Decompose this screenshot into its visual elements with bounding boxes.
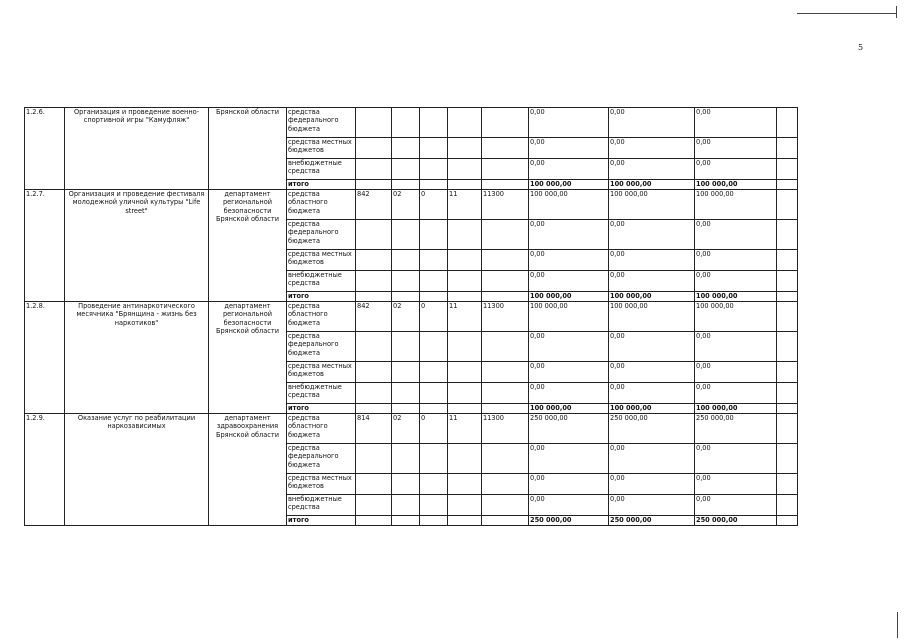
budget-table	[24, 107, 798, 526]
code-rz	[392, 159, 420, 180]
event-name: Организация и проведение фестиваля молодежной уличной культуры "Life street"	[65, 190, 209, 302]
funding-source: внебюджетные средства	[287, 159, 356, 180]
empty-cell	[777, 332, 798, 362]
code-vr	[482, 108, 529, 138]
amount-year-1: 100 000,00	[529, 190, 609, 220]
amount-year-1: 0,00	[529, 495, 609, 516]
code-cs: 11	[448, 190, 482, 220]
empty-cell	[777, 190, 798, 220]
code-pr: 0	[420, 414, 448, 444]
amount-year-1: 0,00	[529, 444, 609, 474]
amount-year-3: 100 000,00	[695, 292, 777, 302]
amount-year-3: 0,00	[695, 271, 777, 292]
code-pr	[420, 383, 448, 404]
empty-cell	[777, 302, 798, 332]
code-rz	[392, 271, 420, 292]
empty-cell	[777, 362, 798, 383]
empty-cell	[777, 271, 798, 292]
page-number: 5	[858, 43, 864, 52]
amount-year-2: 0,00	[609, 474, 695, 495]
amount-year-2: 0,00	[609, 108, 695, 138]
executor: департамент региональной безопасности Брянской области	[209, 302, 287, 414]
funding-source: средства местных бюджетов	[287, 250, 356, 271]
code-cs	[448, 444, 482, 474]
code-rz: 02	[392, 190, 420, 220]
amount-year-3: 250 000,00	[695, 516, 777, 526]
amount-year-3: 0,00	[695, 383, 777, 404]
code-cs	[448, 332, 482, 362]
code-rz	[392, 180, 420, 190]
funding-source: внебюджетные средства	[287, 495, 356, 516]
code-pr: 0	[420, 302, 448, 332]
funding-source: средства областного бюджета	[287, 190, 356, 220]
code-pr	[420, 138, 448, 159]
empty-cell	[777, 474, 798, 495]
amount-year-2: 0,00	[609, 250, 695, 271]
amount-year-1: 0,00	[529, 271, 609, 292]
total-label: итого	[287, 180, 356, 190]
funding-source: средства федерального бюджета	[287, 332, 356, 362]
amount-year-2: 250 000,00	[609, 516, 695, 526]
executor: департамент здравоохранения Брянской области	[209, 414, 287, 526]
code-cs	[448, 404, 482, 414]
item-number: 1.2.9.	[25, 414, 65, 526]
amount-year-2: 0,00	[609, 332, 695, 362]
amount-year-1: 0,00	[529, 383, 609, 404]
code-pr	[420, 180, 448, 190]
funding-source: средства федерального бюджета	[287, 220, 356, 250]
empty-cell	[777, 138, 798, 159]
empty-cell	[777, 495, 798, 516]
amount-year-2: 0,00	[609, 271, 695, 292]
code-pr	[420, 495, 448, 516]
scan-tick-bottom	[897, 612, 898, 638]
code-gr	[356, 108, 392, 138]
table-row	[25, 190, 798, 220]
code-cs	[448, 108, 482, 138]
code-gr	[356, 292, 392, 302]
code-rz	[392, 362, 420, 383]
amount-year-3: 100 000,00	[695, 302, 777, 332]
code-cs	[448, 516, 482, 526]
code-pr	[420, 474, 448, 495]
code-rz	[392, 108, 420, 138]
empty-cell	[777, 516, 798, 526]
code-gr	[356, 383, 392, 404]
funding-source: средства местных бюджетов	[287, 362, 356, 383]
code-rz	[392, 516, 420, 526]
amount-year-1: 0,00	[529, 159, 609, 180]
amount-year-3: 0,00	[695, 362, 777, 383]
amount-year-2: 0,00	[609, 362, 695, 383]
code-cs	[448, 362, 482, 383]
amount-year-2: 100 000,00	[609, 190, 695, 220]
code-pr	[420, 404, 448, 414]
code-cs	[448, 474, 482, 495]
code-gr	[356, 362, 392, 383]
item-number: 1.2.7.	[25, 190, 65, 302]
amount-year-3: 0,00	[695, 138, 777, 159]
amount-year-3: 0,00	[695, 474, 777, 495]
code-vr	[482, 444, 529, 474]
amount-year-1: 0,00	[529, 108, 609, 138]
amount-year-3: 0,00	[695, 108, 777, 138]
empty-cell	[777, 159, 798, 180]
amount-year-1: 0,00	[529, 362, 609, 383]
code-pr: 0	[420, 190, 448, 220]
code-gr	[356, 474, 392, 495]
code-gr	[356, 444, 392, 474]
code-cs	[448, 138, 482, 159]
executor: департамент региональной безопасности Брянской области	[209, 190, 287, 302]
code-vr	[482, 292, 529, 302]
scan-tick-top	[896, 6, 897, 18]
code-pr	[420, 332, 448, 362]
code-rz: 02	[392, 414, 420, 444]
amount-year-1: 100 000,00	[529, 302, 609, 332]
amount-year-2: 250 000,00	[609, 414, 695, 444]
code-rz	[392, 292, 420, 302]
code-pr	[420, 250, 448, 271]
code-gr: 814	[356, 414, 392, 444]
amount-year-3: 100 000,00	[695, 190, 777, 220]
amount-year-2: 0,00	[609, 159, 695, 180]
amount-year-1: 0,00	[529, 250, 609, 271]
funding-source: средства областного бюджета	[287, 414, 356, 444]
amount-year-1: 0,00	[529, 220, 609, 250]
scan-line-top	[797, 13, 896, 14]
funding-source: внебюджетные средства	[287, 383, 356, 404]
code-vr	[482, 250, 529, 271]
empty-cell	[777, 108, 798, 138]
amount-year-1: 100 000,00	[529, 180, 609, 190]
code-rz	[392, 332, 420, 362]
code-gr: 842	[356, 302, 392, 332]
amount-year-2: 100 000,00	[609, 180, 695, 190]
funding-source: средства местных бюджетов	[287, 474, 356, 495]
table-row	[25, 414, 798, 444]
amount-year-2: 100 000,00	[609, 404, 695, 414]
code-rz	[392, 250, 420, 271]
item-number: 1.2.6.	[25, 108, 65, 190]
total-label: итого	[287, 404, 356, 414]
amount-year-1: 0,00	[529, 138, 609, 159]
code-gr	[356, 159, 392, 180]
code-vr	[482, 271, 529, 292]
code-cs: 11	[448, 302, 482, 332]
code-vr	[482, 474, 529, 495]
code-rz	[392, 138, 420, 159]
funding-source: средства местных бюджетов	[287, 138, 356, 159]
code-cs	[448, 159, 482, 180]
empty-cell	[777, 292, 798, 302]
empty-cell	[777, 383, 798, 404]
code-cs	[448, 495, 482, 516]
code-vr	[482, 180, 529, 190]
code-vr	[482, 332, 529, 362]
code-pr	[420, 159, 448, 180]
event-name: Оказание услуг по реабилитации наркозависимых	[65, 414, 209, 526]
executor: Брянской области	[209, 108, 287, 190]
empty-cell	[777, 220, 798, 250]
code-vr	[482, 220, 529, 250]
code-cs	[448, 271, 482, 292]
amount-year-2: 100 000,00	[609, 292, 695, 302]
code-cs	[448, 220, 482, 250]
code-pr	[420, 516, 448, 526]
code-pr	[420, 220, 448, 250]
funding-source: средства федерального бюджета	[287, 444, 356, 474]
amount-year-2: 0,00	[609, 138, 695, 159]
amount-year-1: 0,00	[529, 474, 609, 495]
code-vr	[482, 516, 529, 526]
code-pr	[420, 444, 448, 474]
code-vr	[482, 495, 529, 516]
amount-year-3: 0,00	[695, 495, 777, 516]
code-cs	[448, 383, 482, 404]
empty-cell	[777, 414, 798, 444]
amount-year-2: 100 000,00	[609, 302, 695, 332]
amount-year-2: 0,00	[609, 444, 695, 474]
code-rz	[392, 220, 420, 250]
code-rz: 02	[392, 302, 420, 332]
funding-source: средства федерального бюджета	[287, 108, 356, 138]
code-gr	[356, 332, 392, 362]
code-gr	[356, 271, 392, 292]
amount-year-3: 0,00	[695, 220, 777, 250]
event-name: Проведение антинаркотического месячника "Брянщина - жизнь без наркотиков"	[65, 302, 209, 414]
amount-year-3: 250 000,00	[695, 414, 777, 444]
code-cs	[448, 180, 482, 190]
code-pr	[420, 271, 448, 292]
code-gr	[356, 250, 392, 271]
code-pr	[420, 108, 448, 138]
code-rz	[392, 444, 420, 474]
code-rz	[392, 495, 420, 516]
funding-source: внебюджетные средства	[287, 271, 356, 292]
amount-year-1: 100 000,00	[529, 292, 609, 302]
code-vr	[482, 404, 529, 414]
funding-source: средства областного бюджета	[287, 302, 356, 332]
code-gr	[356, 516, 392, 526]
code-rz	[392, 474, 420, 495]
code-gr	[356, 495, 392, 516]
code-rz	[392, 404, 420, 414]
code-cs: 11	[448, 414, 482, 444]
total-label: итого	[287, 292, 356, 302]
code-gr: 842	[356, 190, 392, 220]
event-name: Организация и проведение военно-спортивной игры "Камуфляж"	[65, 108, 209, 190]
table-row	[25, 302, 798, 332]
amount-year-3: 0,00	[695, 444, 777, 474]
empty-cell	[777, 404, 798, 414]
table-row	[25, 108, 798, 138]
code-pr	[420, 292, 448, 302]
code-vr	[482, 159, 529, 180]
amount-year-3: 100 000,00	[695, 180, 777, 190]
amount-year-2: 0,00	[609, 495, 695, 516]
code-vr: 11300	[482, 302, 529, 332]
code-vr: 11300	[482, 414, 529, 444]
code-vr	[482, 138, 529, 159]
amount-year-2: 0,00	[609, 220, 695, 250]
amount-year-1: 250 000,00	[529, 414, 609, 444]
code-gr	[356, 180, 392, 190]
code-pr	[420, 362, 448, 383]
empty-cell	[777, 444, 798, 474]
code-gr	[356, 220, 392, 250]
amount-year-1: 100 000,00	[529, 404, 609, 414]
code-rz	[392, 383, 420, 404]
amount-year-1: 250 000,00	[529, 516, 609, 526]
code-cs	[448, 292, 482, 302]
total-label: итого	[287, 516, 356, 526]
amount-year-3: 100 000,00	[695, 404, 777, 414]
code-cs	[448, 250, 482, 271]
amount-year-2: 0,00	[609, 383, 695, 404]
empty-cell	[777, 250, 798, 271]
amount-year-3: 0,00	[695, 159, 777, 180]
code-gr	[356, 404, 392, 414]
code-gr	[356, 138, 392, 159]
code-vr	[482, 383, 529, 404]
item-number: 1.2.8.	[25, 302, 65, 414]
amount-year-3: 0,00	[695, 332, 777, 362]
code-vr	[482, 362, 529, 383]
code-vr: 11300	[482, 190, 529, 220]
empty-cell	[777, 180, 798, 190]
amount-year-3: 0,00	[695, 250, 777, 271]
amount-year-1: 0,00	[529, 332, 609, 362]
